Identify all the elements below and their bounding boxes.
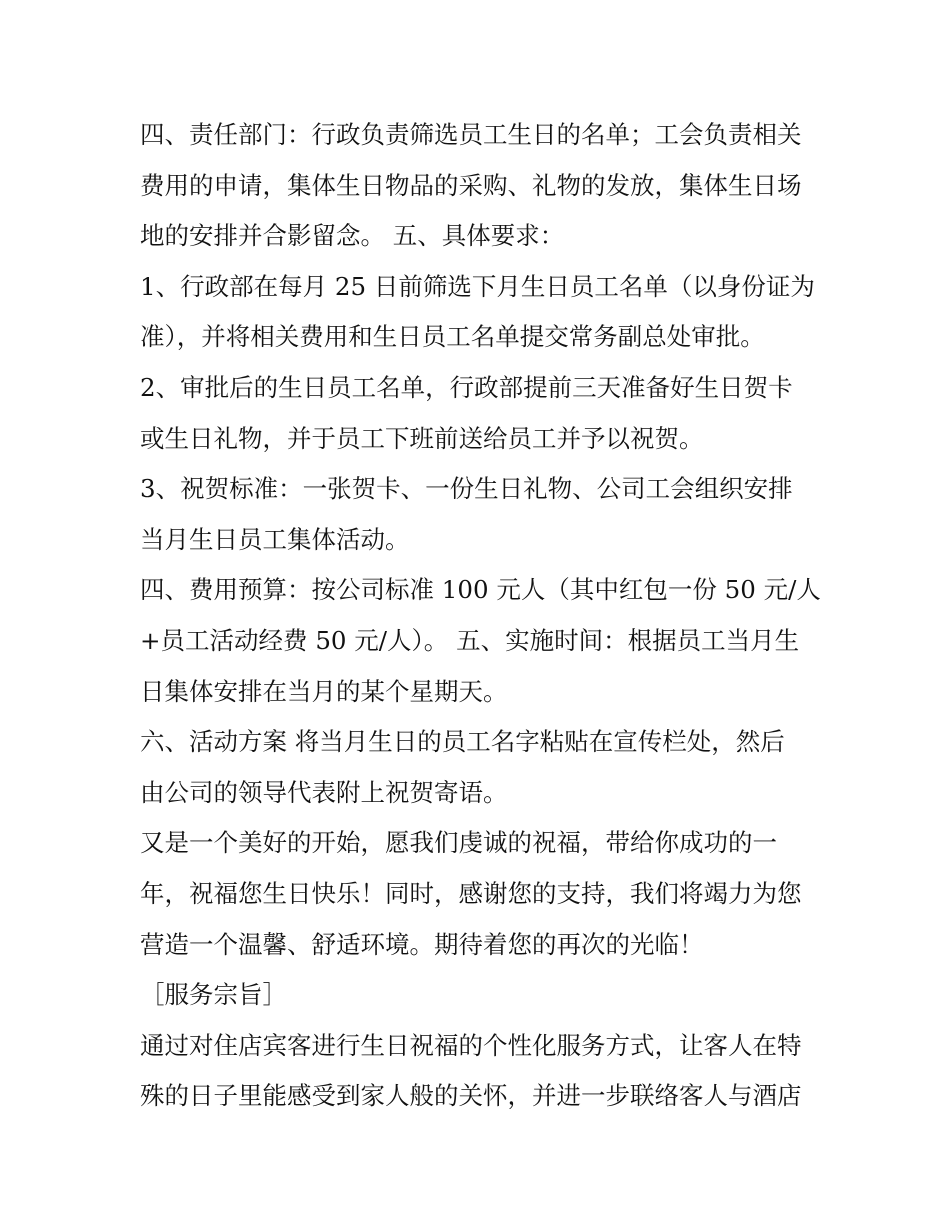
- text-line: 通过对住店宾客进行生日祝福的个性化服务方式，让客人在特: [140, 1030, 802, 1060]
- text-line: 当月生日员工集体活动。: [140, 524, 410, 554]
- text-line: 或生日礼物，并于员工下班前送给员工并予以祝贺。: [140, 423, 704, 453]
- text-line: 费用的申请，集体生日物品的采购、礼物的发放，集体生日场: [140, 170, 802, 200]
- section-heading: ［服务宗旨］: [140, 980, 287, 1010]
- text-line: 2、审批后的生日员工名单，行政部提前三天准备好生日贺卡: [140, 372, 793, 402]
- text-line: 四、责任部门：行政负责筛选员工生日的名单；工会负责相关: [140, 120, 802, 149]
- text-line: 由公司的领导代表附上祝贺寄语。: [140, 777, 508, 807]
- text-line: 殊的日子里能感受到家人般的关怀，并进一步联络客人与酒店: [140, 1081, 802, 1111]
- text-line: 日集体安排在当月的某个星期天。: [140, 676, 508, 706]
- text-line: 3、祝贺标准：一张贺卡、一份生日礼物、公司工会组织安排: [140, 474, 793, 504]
- text-line: 四、费用预算：按公司标准 100 元人（其中红包一份 50 元/人: [140, 575, 821, 605]
- text-line: 准），并将相关费用和生日员工名单提交常务副总处审批。: [140, 322, 765, 352]
- text-line: 1、行政部在每月 25 日前筛选下月生日员工名单（以身份证为: [140, 271, 815, 301]
- text-line: 又是一个美好的开始，愿我们虔诚的祝福，带给你成功的一: [140, 828, 777, 858]
- text-line: 地的安排并合影留念。 五、具体要求：: [140, 221, 565, 251]
- text-line: 年，祝福您生日快乐！同时，感谢您的支持，我们将竭力为您: [140, 878, 802, 908]
- text-line: +员工活动经费 50 元/人）。 五、实施时间：根据员工当月生: [140, 625, 800, 655]
- document-body: [140, 110, 820, 1122]
- text-line: 六、活动方案 将当月生日的员工名字粘贴在宣传栏处，然后: [140, 727, 785, 757]
- text-line: 营造一个温馨、舒适环境。期待着您的再次的光临！: [140, 929, 704, 959]
